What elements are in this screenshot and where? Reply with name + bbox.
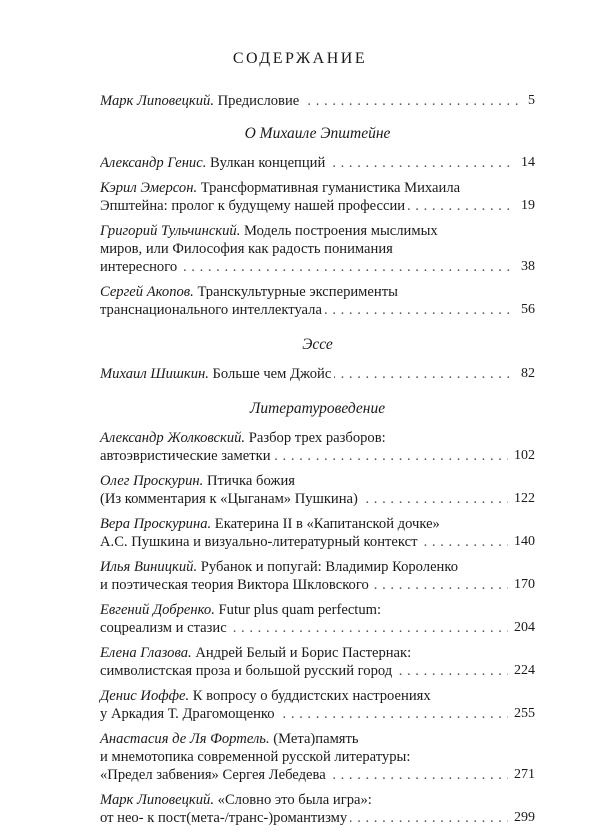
entry-title-line: транснационального интеллектуала <box>100 302 325 318</box>
entry-title-block <box>100 687 535 705</box>
entry-title-line: автоэвристические заметки <box>100 448 274 464</box>
entry-title-line: от нео- к пост(мета-/транс-)романтизму <box>100 810 350 826</box>
entry-author: Марк Липовецкий. <box>100 93 214 109</box>
toc-entry <box>100 644 535 680</box>
entry-title-line: Андрей Белый и Борис Пастернак: <box>195 645 412 661</box>
entry-title-text: Больше чем Джойс <box>212 366 332 382</box>
toc-entry <box>100 687 535 723</box>
toc-entry <box>100 222 535 276</box>
entry-title-block <box>100 558 535 576</box>
entry-title-line: интересного <box>100 259 180 275</box>
entry-author: Александр Жолковский. <box>100 430 246 446</box>
entry-title-block <box>100 179 535 197</box>
entry-title-line: Futur plus quam perfectum: <box>218 602 382 618</box>
entry-title-block <box>100 644 535 662</box>
entry-last-line-row <box>100 258 535 276</box>
entry-title-text: Вулкан концепций <box>210 155 326 171</box>
entry-title-block <box>100 515 535 533</box>
toc-entry <box>100 601 535 637</box>
entry-page-number: 271 <box>508 766 535 784</box>
toc-entry <box>100 515 535 551</box>
entry-author: Вера Проскурина. <box>100 516 212 532</box>
entry-title-line: (Из комментария к «Цыганам» Пушкина) <box>100 491 361 507</box>
entry-title-line <box>100 366 334 382</box>
toc-entry <box>100 730 535 784</box>
entry-last-line-row <box>100 92 535 110</box>
entry-page-number: 5 <box>522 92 535 110</box>
entry-title-text: Предисловие <box>217 93 300 109</box>
entry-last-line-row <box>100 766 535 784</box>
entry-title-block <box>100 472 535 490</box>
entry-last-line-row <box>100 533 535 551</box>
entry-page-number: 102 <box>508 447 535 465</box>
entry-author: Илья Виницкий. <box>100 559 198 575</box>
entry-last-line-row <box>100 301 535 319</box>
entry-title-line: Птичка божия <box>206 473 295 489</box>
toc-entry <box>100 283 535 319</box>
entry-author: Елена Глазова. <box>100 645 192 661</box>
entry-title-line: Эпштейна: пролог к будущему нашей профессии <box>100 198 408 214</box>
entry-title-line: Разбор трех разборов: <box>248 430 386 446</box>
entry-last-line-row <box>100 662 535 680</box>
entry-page-number: 122 <box>508 490 535 508</box>
toc-entry <box>100 365 535 383</box>
entry-page-number: 224 <box>508 662 535 680</box>
entry-page-number: 14 <box>515 154 535 172</box>
entry-author: Сергей Акопов. <box>100 284 194 300</box>
entry-title-line: миров, или Философия как радость понимания <box>100 241 393 257</box>
entry-author: Евгений Добренко. <box>100 602 215 618</box>
entry-page-number: 140 <box>508 533 535 551</box>
entry-author: Александр Генис. <box>100 155 207 171</box>
entry-title-line <box>100 155 328 171</box>
entry-title-block <box>100 791 535 809</box>
entry-page-number: 299 <box>508 809 535 827</box>
entry-author: Михаил Шишкин. <box>100 366 209 382</box>
entry-page-number: 19 <box>515 197 535 215</box>
entry-title-line: (Мета)память <box>273 731 359 747</box>
table-of-contents <box>100 92 535 834</box>
entry-page-number: 204 <box>508 619 535 637</box>
entry-title-line: Модель построения мыслимых <box>244 223 438 239</box>
entry-title-block <box>100 730 535 766</box>
entry-last-line-row <box>100 490 535 508</box>
entry-title-line: «Предел забвения» Сергея Лебедева <box>100 767 329 783</box>
entry-last-line-row <box>100 154 535 172</box>
entry-title-line: соцреализм и стазис <box>100 620 230 636</box>
toc-entry <box>100 472 535 508</box>
toc-entry <box>100 429 535 465</box>
entry-title-line <box>100 93 302 109</box>
entry-title-block <box>100 601 535 619</box>
entry-title-line: символистская проза и большой русский город <box>100 663 395 679</box>
entry-title-line: и поэтическая теория Виктора Шкловского <box>100 577 372 593</box>
entry-title-line: Екатерина II в «Капитанской дочке» <box>214 516 440 532</box>
entry-author: Олег Проскурин. <box>100 473 204 489</box>
entry-author: Григорий Тульчинский. <box>100 223 241 239</box>
entry-author: Кэрил Эмерсон. <box>100 180 198 196</box>
entry-last-line-row <box>100 447 535 465</box>
entry-last-line-row <box>100 705 535 723</box>
entry-author: Анастасия де Ля Фортель. <box>100 731 270 747</box>
entry-title-block <box>100 283 535 301</box>
section-heading: Эссе <box>302 336 333 353</box>
entry-page-number: 38 <box>515 258 535 276</box>
toc-entry <box>100 154 535 172</box>
entry-last-line-row <box>100 619 535 637</box>
entry-page-number: 170 <box>508 576 535 594</box>
entry-last-line-row <box>100 197 535 215</box>
entry-title-line: и мнемотопика современной русской литературы: <box>100 749 411 765</box>
entry-last-line-row <box>100 809 535 827</box>
entry-last-line-row <box>100 365 535 383</box>
section-heading: Литературоведение <box>249 400 386 417</box>
toc-entry <box>100 791 535 827</box>
entry-title-line: Транскультурные эксперименты <box>197 284 398 300</box>
entry-title-line: Трансформативная гуманистика Михаила <box>200 180 461 196</box>
entry-title-line: К вопросу о буддистских настроениях <box>192 688 431 704</box>
entry-title-line: у Аркадия Т. Драгомощенко <box>100 706 278 722</box>
entry-page-number: 82 <box>515 365 535 383</box>
entry-title-block <box>100 429 535 447</box>
toc-entry <box>100 92 535 110</box>
entry-title-line: А.С. Пушкина и визуально-литературный контекст <box>100 534 420 550</box>
page-title: СОДЕРЖАНИЕ <box>232 50 368 67</box>
entry-title-line: Рубанок и попугай: Владимир Короленко <box>200 559 459 575</box>
entry-title-line: «Словно это была игра»: <box>217 792 372 808</box>
entry-author: Денис Иоффе. <box>100 688 190 704</box>
entry-page-number: 255 <box>508 705 535 723</box>
entry-page-number: 56 <box>515 301 535 319</box>
toc-entry <box>100 558 535 594</box>
entry-last-line-row <box>100 576 535 594</box>
entry-title-block <box>100 222 535 258</box>
toc-entry <box>100 179 535 215</box>
entry-author: Марк Липовецкий. <box>100 792 214 808</box>
section-heading: О Михаиле Эпштейне <box>244 125 391 142</box>
